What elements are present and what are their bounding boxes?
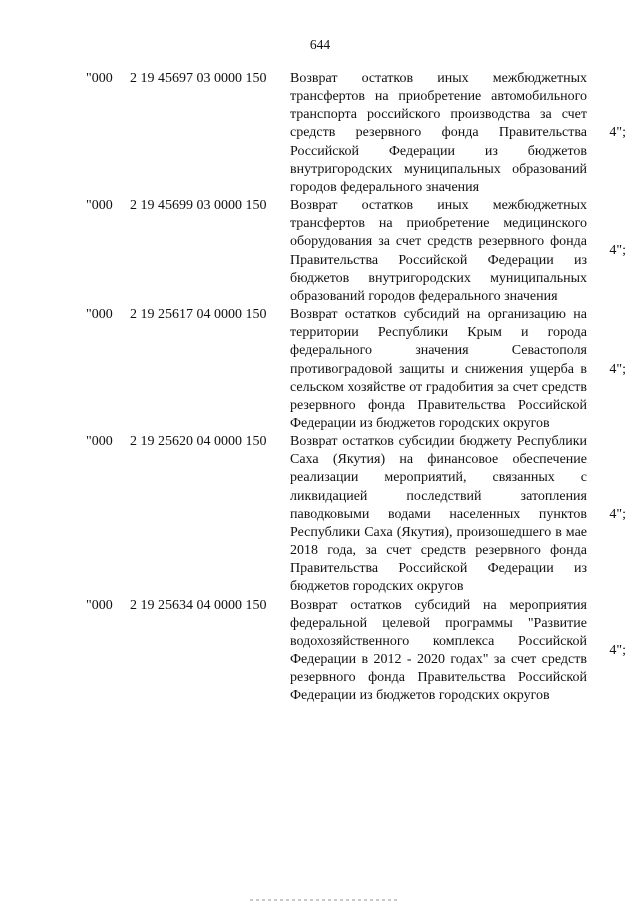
budget-classification-code: 2 19 45697 03 0000 150 [130,71,267,86]
budget-classification-code: 2 19 45699 03 0000 150 [130,198,267,214]
admin-code: "000 [86,434,113,450]
budget-code-table [86,70,626,705]
table-row [86,197,626,306]
row-suffix [587,197,626,306]
row-suffix [587,70,626,197]
page-number: 644 [309,37,331,52]
admin-code: "000 [86,198,113,214]
row-suffix-text: 4"; [609,642,626,658]
row-suffix-text: 4"; [609,243,626,259]
table-row [86,306,626,433]
scan-artifact-line [250,899,400,901]
row-suffix-text: 4"; [609,125,626,141]
budget-classification-code: 2 19 25620 04 0000 150 [130,434,267,450]
table-row [86,70,626,197]
code-description: Возврат остатков субсидий на организацию на территории Республики Крым и города федерального значения Севастополя противоградовой защиты и снижения ущерба в сельском хозяйстве от градобития за счет средств резервного фонда Правительства Российской Федерации из бюджетов городских округов [290,307,587,431]
row-suffix [587,433,626,596]
row-suffix-text: 4"; [609,361,626,377]
budget-classification-code: 2 19 25617 04 0000 150 [130,307,267,323]
budget-classification-code: 2 19 25634 04 0000 150 [130,597,267,613]
code-description: Возврат остатков иных межбюджетных трансфертов на приобретение автомобильного транспорта российского производства за счет средств резервного фонда Правительства Российской Федерации из бюджетов внутригородских муниципальных образований городов федерального значения [290,71,587,195]
code-description: Возврат остатков иных межбюджетных трансфертов на приобретение медицинского оборудования за счет средств резервного фонда Правительства Российской Федерации из бюджетов внутригородских муниципальных образований городов федерального значения [290,198,587,304]
admin-code: "000 [86,597,113,613]
code-description: Возврат остатков субсидии бюджету Республики Саха (Якутия) на финансовое обеспечение реализации мероприятий, связанных с ликвидацией последствий затопления паводковыми водами населенных пунктов Республики Саха (Якутия), произошедшего в мае 2018 года, за счет средств резервного фонда Правительства Российской Федерации из бюджетов городских округов [290,434,587,595]
table-row [86,597,626,706]
row-suffix [587,597,626,706]
code-description: Возврат остатков субсидий на мероприятия федеральной целевой программы "Развитие водохозяйственного комплекса Российской Федерации в 2012 - 2020 годах" за счет средств резервного фонда Правительства Российской Федерации из бюджетов городских округов [290,597,587,704]
table-row [86,433,626,596]
row-suffix [587,306,626,433]
row-suffix-text: 4"; [609,506,626,522]
admin-code: "000 [86,307,113,323]
admin-code: "000 [86,71,113,86]
